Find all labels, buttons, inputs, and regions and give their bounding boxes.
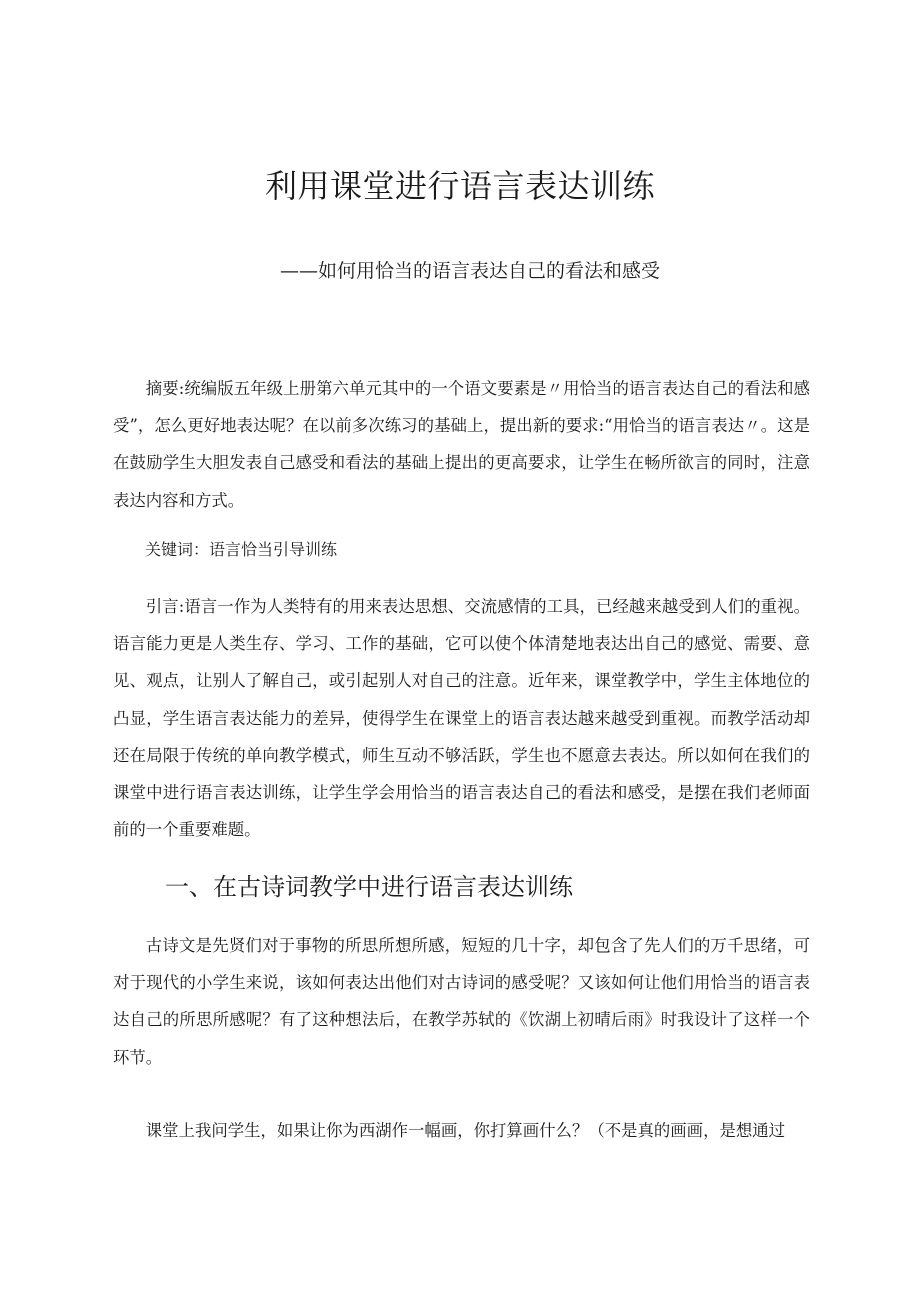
introduction-paragraph: 引言:语言一作为人类特有的用来表达思想、交流感情的工具，已经越来越受到人们的重视。语言能力更是人类生存、学习、工作的基础，它可以使个体清楚地表达出自己的感觉、需要、意见、观点，让别人了解自己，或引起别人对自己的注意。近年来，课堂教学中，学生主体地位的凸显，学生语言表达能力的差异，使得学生在课堂上的语言表达越来越受到重视。而教学活动却还在局限于传统的单向教学模式，师生互动不够活跃，学生也不愿意去表达。所以如何在我们的课堂中进行语言表达训练，让学生学会用恰当的语言表达自己的看法和感受，是摆在我们老师面前的一个重要难题。 bbox=[113, 597, 810, 840]
section-heading-1: 一、在古诗词教学中进行语言表达训练 bbox=[165, 873, 573, 901]
section1-paragraph-2: 课堂上我问学生，如果让你为西湖作一幅画，你打算画什么？（不是真的画画，是想通过 bbox=[145, 1121, 786, 1140]
keywords-line: 关键词：语言恰当引导训练 bbox=[145, 540, 338, 559]
abstract-paragraph: 摘要:统编版五年级上册第六单元其中的一个语文要素是〃用恰当的语言表达自己的看法和感受”，怎么更好地表达呢？在以前多次练习的基础上，提出新的要求:“用恰当的语言表达〃。这是在鼓励学生大胆发表自己感受和看法的基础上提出的更高要求，让学生在畅所欲言的同时，注意表达内容和方式。 bbox=[113, 379, 810, 510]
section1-paragraph-1: 古诗文是先贤们对于事物的所思所想所感，短短的几十字，却包含了先人们的万千思绪，可对于现代的小学生来说，该如何表达出他们对古诗词的感受呢？又该如何让他们用恰当的语言表达自己的所思所感呢？有了这种想法后，在教学苏轼的《饮湖上初晴后雨》时我设计了这样一个环节。 bbox=[113, 936, 810, 1067]
document-subtitle: ——如何用恰当的语言表达自己的看法和感受 bbox=[279, 260, 660, 282]
document-title: 利用课堂进行语言表达训练 bbox=[264, 167, 655, 205]
